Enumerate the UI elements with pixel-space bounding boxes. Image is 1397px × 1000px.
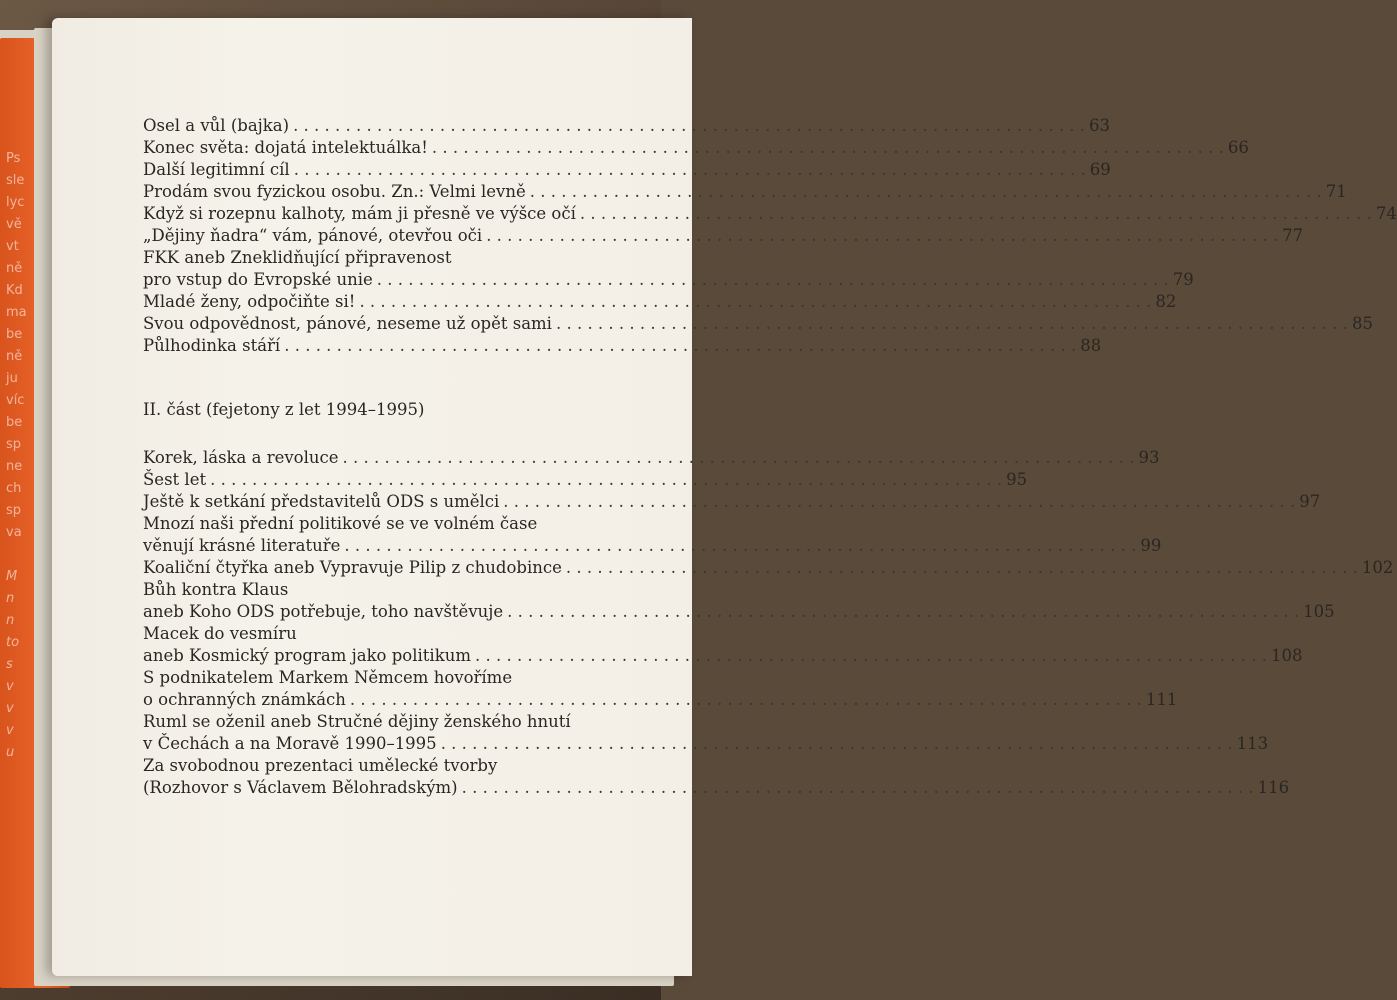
- toc-entry-title: aneb Kosmický program jako politikum: [143, 646, 471, 665]
- toc-entry: [143, 203, 1397, 225]
- toc-entry: [143, 777, 1290, 799]
- toc-page-number: 74: [1375, 204, 1397, 223]
- toc-entry-title: aneb Koho ODS potřebuje, toho navštěvuje: [143, 602, 504, 621]
- cover-text-fragment: ne: [6, 459, 23, 474]
- cover-text-fragment: sp: [6, 437, 22, 452]
- toc-leader-dots: [507, 601, 1299, 623]
- toc-entry: [143, 269, 1194, 291]
- cover-text-fragment-italic: to: [6, 635, 20, 650]
- toc-leader-dots: [580, 203, 1372, 225]
- toc-entry: [143, 335, 1102, 357]
- toc-entry-title: Korek, láska a revoluce: [143, 448, 339, 467]
- toc-leader-dots: [377, 269, 1169, 291]
- toc-leader-dots: [441, 733, 1233, 755]
- toc-page-number: 108: [1270, 646, 1303, 665]
- toc-entry-title: Koaliční čtyřka aneb Vypravuje Pilip z chudobince: [143, 558, 562, 577]
- toc-entry-title: Šest let: [143, 470, 207, 489]
- toc-entry-title: Půlhodinka stáří: [143, 336, 281, 355]
- toc-leader-dots: [359, 291, 1151, 313]
- toc-leader-dots: [503, 491, 1295, 513]
- toc-entry: [143, 469, 1028, 491]
- toc-leader-dots: [486, 225, 1278, 247]
- toc-entry-title-line: Ruml se oženil aneb Stručné dějiny ženského hnutí: [143, 712, 571, 731]
- toc-entry-title-line: Mnozí naši přední politikové se ve volném čase: [143, 514, 538, 533]
- toc-entry: [143, 447, 1160, 469]
- toc-leader-dots: [343, 447, 1135, 469]
- toc-entry: [143, 601, 1335, 623]
- cover-text-fragment: ně: [6, 261, 23, 276]
- toc-leader-dots: [210, 469, 1002, 491]
- toc-page-number: 111: [1145, 690, 1178, 709]
- toc-page-number: 99: [1140, 536, 1162, 555]
- toc-entry-title: věnují krásné literatuře: [143, 536, 341, 555]
- toc-entry-title: Konec světa: dojatá intelektuálka!: [143, 138, 428, 157]
- toc-page-number: 113: [1236, 734, 1269, 753]
- cover-text-fragment-italic: s: [6, 657, 13, 672]
- toc-entry-title: Další legitimní cíl: [143, 160, 290, 179]
- cover-text-fragment: vě: [6, 217, 22, 232]
- toc-page-number: 77: [1282, 226, 1304, 245]
- toc-page-number: 71: [1325, 182, 1347, 201]
- cover-text-fragment: ch: [6, 481, 22, 496]
- cover-text-fragment-italic: v: [6, 679, 14, 694]
- toc-leader-dots: [293, 115, 1085, 137]
- toc-page-number: 93: [1138, 448, 1160, 467]
- toc-leader-dots: [294, 159, 1086, 181]
- cover-text-fragment: Ps: [6, 151, 21, 166]
- toc-entry-title-line: S podnikatelem Markem Němcem hovoříme: [143, 668, 513, 687]
- toc-leader-dots: [432, 137, 1224, 159]
- toc-entry: [143, 115, 1111, 137]
- toc-entry: [143, 291, 1177, 313]
- toc-page-number: 97: [1299, 492, 1321, 511]
- toc-entry-title: Když si rozepnu kalhoty, mám ji přesně ve výšce očí: [143, 204, 576, 223]
- toc-entry-title-line: Macek do vesmíru: [143, 624, 297, 643]
- toc-entry-title: Mladé ženy, odpočiňte si!: [143, 292, 356, 311]
- toc-page-number: 79: [1172, 270, 1194, 289]
- toc-entry-title-line: FKK aneb Zneklidňující připravenost: [143, 248, 452, 267]
- cover-text-fragment: lyc: [6, 195, 25, 210]
- toc-page-number: 63: [1089, 116, 1111, 135]
- toc-leader-dots: [344, 535, 1136, 557]
- cover-text-fragment-italic: n: [6, 591, 15, 606]
- toc-entry: [143, 313, 1373, 335]
- cover-text-fragment-italic: v: [6, 723, 14, 738]
- toc-page-number: 82: [1155, 292, 1177, 311]
- toc-entry-title: Ještě k setkání představitelů ODS s umělci: [143, 492, 500, 511]
- toc-leader-dots: [566, 557, 1358, 579]
- toc-entry-title: o ochranných známkách: [143, 690, 346, 709]
- toc-entry-title: Prodám svou fyzickou osobu. Zn.: Velmi levně: [143, 182, 526, 201]
- toc-page-number: 66: [1227, 138, 1249, 157]
- toc-entry: [143, 557, 1394, 579]
- cover-text-fragment: sle: [6, 173, 25, 188]
- cover-text-fragment: va: [6, 525, 22, 540]
- toc-entry-title: pro vstup do Evropské unie: [143, 270, 373, 289]
- toc-page-number: 95: [1006, 470, 1028, 489]
- toc-entry: [143, 137, 1249, 159]
- toc-entry: [143, 225, 1304, 247]
- toc-page-number: 69: [1089, 160, 1111, 179]
- toc-entry-title: „Dějiny ňadra“ vám, pánové, otevřou oči: [143, 226, 483, 245]
- toc-entry-title: (Rozhovor s Václavem Bělohradským): [143, 778, 458, 797]
- toc-page-number: 88: [1080, 336, 1102, 355]
- toc-entry: [143, 491, 1321, 513]
- cover-text-fragment-italic: v: [6, 701, 14, 716]
- toc-entry: [143, 733, 1269, 755]
- cover-text: [6, 148, 36, 764]
- toc-part-2: [143, 447, 1394, 799]
- cover-text-fragment: ma: [6, 305, 27, 320]
- toc-page-number: 116: [1257, 778, 1290, 797]
- toc-leader-dots: [350, 689, 1142, 711]
- toc-page-number: 85: [1351, 314, 1373, 333]
- toc-leader-dots: [284, 335, 1076, 357]
- cover-text-fragment: ně: [6, 349, 23, 364]
- toc-entry: [143, 159, 1111, 181]
- toc-entry-title-line: Za svobodnou prezentaci umělecké tvorby: [143, 756, 498, 775]
- cover-text-fragment-italic: u: [6, 745, 15, 760]
- toc-leader-dots: [475, 645, 1267, 667]
- toc-entry-title: v Čechách a na Moravě 1990–1995: [143, 734, 437, 753]
- cover-text-fragment: be: [6, 415, 23, 430]
- cover-text-fragment-italic: M: [6, 569, 18, 584]
- toc-entry-title: Osel a vůl (bajka): [143, 116, 290, 135]
- toc-leader-dots: [556, 313, 1348, 335]
- cover-text-fragment: Kd: [6, 283, 23, 298]
- toc-leader-dots: [462, 777, 1254, 799]
- section-heading: II. část (fejetony z let 1994–1995): [143, 400, 425, 419]
- toc-entry-title: Svou odpovědnost, pánové, neseme už opět sami: [143, 314, 552, 333]
- toc-entry: [143, 689, 1178, 711]
- toc-entry: [143, 645, 1303, 667]
- toc-page-number: 102: [1361, 558, 1394, 577]
- toc-leader-dots: [530, 181, 1322, 203]
- cover-text-fragment-italic: n: [6, 613, 15, 628]
- cover-text-fragment: víc: [6, 393, 25, 408]
- toc-entry: [143, 535, 1162, 557]
- toc-entry-title-line: Bůh kontra Klaus: [143, 580, 289, 599]
- toc-entry: [143, 181, 1347, 203]
- cover-text-fragment: ju: [6, 371, 18, 386]
- cover-text-fragment: be: [6, 327, 23, 342]
- cover-text-fragment: vt: [6, 239, 19, 254]
- toc-part-1: [143, 115, 1397, 357]
- cover-text-fragment: sp: [6, 503, 22, 518]
- toc-page-number: 105: [1303, 602, 1335, 621]
